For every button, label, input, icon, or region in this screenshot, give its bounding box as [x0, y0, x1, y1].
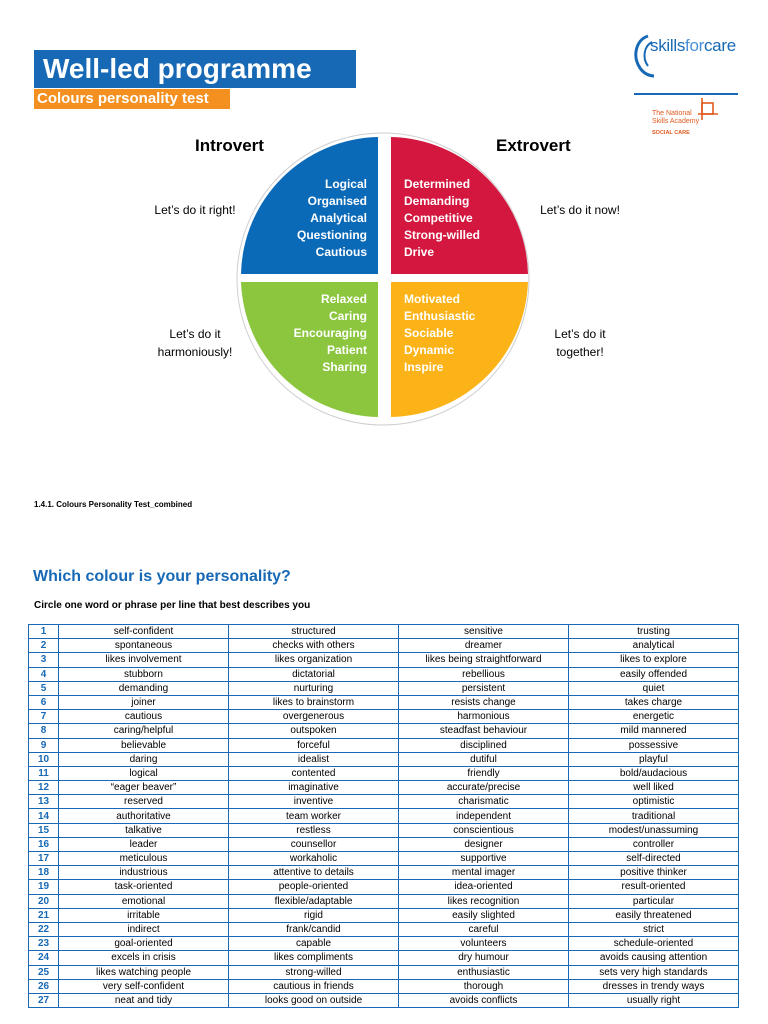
extrovert-heading: Extrovert [496, 136, 571, 155]
word-option[interactable]: likes organization [229, 653, 399, 667]
quadrant-word: Dynamic [404, 343, 455, 357]
word-option[interactable]: likes being straightforward [399, 653, 569, 667]
quadrant-word: Encouraging [293, 326, 367, 340]
word-option[interactable]: accurate/precise [399, 781, 569, 795]
word-option[interactable]: independent [399, 809, 569, 823]
word-option[interactable]: possessive [569, 738, 739, 752]
table-row [29, 795, 739, 809]
word-option[interactable]: nurturing [229, 681, 399, 695]
table-row [29, 667, 739, 681]
word-option[interactable]: irritable [59, 908, 229, 922]
word-option[interactable]: joiner [59, 695, 229, 709]
row-number: 6 [29, 695, 59, 709]
word-option[interactable]: inventive [229, 795, 399, 809]
word-option[interactable]: enthusiastic [399, 965, 569, 979]
logo-divider [634, 93, 738, 95]
word-option[interactable]: cautious in friends [229, 979, 399, 993]
page-subtitle: Colours personality test [34, 89, 230, 109]
row-number: 11 [29, 766, 59, 780]
row-number: 12 [29, 781, 59, 795]
row-number: 7 [29, 710, 59, 724]
word-option[interactable]: people-oriented [229, 880, 399, 894]
table-row [29, 951, 739, 965]
word-option[interactable]: disciplined [399, 738, 569, 752]
word-option[interactable]: controller [569, 837, 739, 851]
word-option[interactable]: thorough [399, 979, 569, 993]
word-option[interactable]: very self-confident [59, 979, 229, 993]
row-number: 15 [29, 823, 59, 837]
word-option[interactable]: supportive [399, 852, 569, 866]
word-option[interactable]: playful [569, 752, 739, 766]
quadrant-word: Cautious [315, 245, 367, 259]
word-option[interactable]: attentive to details [229, 866, 399, 880]
word-option[interactable]: team worker [229, 809, 399, 823]
word-option[interactable]: strict [569, 922, 739, 936]
row-number: 5 [29, 681, 59, 695]
word-option[interactable]: frank/candid [229, 922, 399, 936]
academy-subtitle: SOCIAL CARE [652, 130, 690, 136]
introvert-heading: Introvert [195, 136, 264, 155]
table-row [29, 766, 739, 780]
table-row [29, 979, 739, 993]
table-row [29, 724, 739, 738]
word-option[interactable]: meticulous [59, 852, 229, 866]
word-option[interactable]: modest/unassuming [569, 823, 739, 837]
word-option[interactable]: persistent [399, 681, 569, 695]
skills-for-care-wordmark: skillsforcare [650, 36, 736, 55]
word-option[interactable]: likes recognition [399, 894, 569, 908]
quadrant-word: Patient [326, 343, 367, 357]
word-option[interactable]: mild mannered [569, 724, 739, 738]
word-option[interactable]: contented [229, 766, 399, 780]
word-option[interactable]: believable [59, 738, 229, 752]
blue-quadrant-words [267, 176, 367, 261]
table-row [29, 837, 739, 851]
word-option[interactable]: counsellor [229, 837, 399, 851]
row-number: 4 [29, 667, 59, 681]
word-option[interactable]: checks with others [229, 639, 399, 653]
table-row [29, 894, 739, 908]
page-title: Well-led programme [34, 50, 356, 88]
quadrant-word: Drive [404, 245, 435, 259]
table-row [29, 823, 739, 837]
table-row [29, 625, 739, 639]
word-option[interactable]: volunteers [399, 937, 569, 951]
word-option[interactable]: indirect [59, 922, 229, 936]
word-option[interactable]: stubborn [59, 667, 229, 681]
table-row [29, 653, 739, 667]
word-option[interactable]: daring [59, 752, 229, 766]
word-option[interactable]: steadfast behaviour [399, 724, 569, 738]
word-option[interactable]: self-confident [59, 625, 229, 639]
row-number: 17 [29, 852, 59, 866]
word-option[interactable]: easily slighted [399, 908, 569, 922]
row-number: 13 [29, 795, 59, 809]
word-option[interactable]: mental imager [399, 866, 569, 880]
word-option[interactable]: self-directed [569, 852, 739, 866]
word-option[interactable]: dutiful [399, 752, 569, 766]
word-option[interactable]: avoids causing attention [569, 951, 739, 965]
quadrant-word: Organised [307, 194, 367, 208]
word-option[interactable]: forceful [229, 738, 399, 752]
word-option[interactable]: cautious [59, 710, 229, 724]
word-option[interactable]: flexible/adaptable [229, 894, 399, 908]
table-row [29, 639, 739, 653]
row-number: 2 [29, 639, 59, 653]
word-option[interactable]: easily offended [569, 667, 739, 681]
quadrant-word: Strong-willed [404, 228, 480, 242]
word-option[interactable]: caring/helpful [59, 724, 229, 738]
word-option[interactable]: authoritative [59, 809, 229, 823]
quadrant-word: Demanding [404, 194, 470, 208]
row-number: 8 [29, 724, 59, 738]
table-row [29, 738, 739, 752]
row-number: 23 [29, 937, 59, 951]
word-option[interactable]: optimistic [569, 795, 739, 809]
word-option[interactable]: idealist [229, 752, 399, 766]
row-number: 20 [29, 894, 59, 908]
yellow-quadrant-words [404, 291, 514, 376]
word-option[interactable]: particular [569, 894, 739, 908]
row-number: 14 [29, 809, 59, 823]
row-number: 19 [29, 880, 59, 894]
table-row [29, 710, 739, 724]
document-footnote: 1.4.1. Colours Personality Test_combined [34, 500, 193, 509]
quadrant-word: Questioning [297, 228, 367, 242]
word-option[interactable]: structured [229, 625, 399, 639]
quadrant-word: Enthusiastic [404, 309, 476, 323]
table-row [29, 852, 739, 866]
section-heading: Which colour is your personality? [33, 568, 291, 585]
table-row [29, 880, 739, 894]
word-option[interactable]: restless [229, 823, 399, 837]
quadrant-word: Competitive [404, 211, 473, 225]
word-option[interactable]: likes compliments [229, 951, 399, 965]
table-row [29, 937, 739, 951]
table-row [29, 965, 739, 979]
word-option[interactable]: positive thinker [569, 866, 739, 880]
word-option[interactable]: usually right [569, 993, 739, 1007]
row-number: 10 [29, 752, 59, 766]
word-option[interactable]: capable [229, 937, 399, 951]
green-quadrant-words [267, 291, 367, 376]
row-number: 1 [29, 625, 59, 639]
table-row [29, 681, 739, 695]
row-number: 3 [29, 653, 59, 667]
word-option[interactable]: conscientious [399, 823, 569, 837]
word-option[interactable]: likes to brainstorm [229, 695, 399, 709]
green-tagline: Let’s do it harmoniously! [157, 327, 233, 359]
table-row [29, 993, 739, 1007]
yellow-tagline: Let’s do it together! [554, 327, 606, 359]
blue-tagline: Let’s do it right! [154, 203, 236, 217]
row-number: 27 [29, 993, 59, 1007]
word-option[interactable]: likes to explore [569, 653, 739, 667]
table-row [29, 866, 739, 880]
word-option[interactable]: likes involvement [59, 653, 229, 667]
word-option[interactable]: easily threatened [569, 908, 739, 922]
academy-wordmark: The National Skills Academy [652, 110, 700, 125]
word-option[interactable]: quiet [569, 681, 739, 695]
row-number: 9 [29, 738, 59, 752]
word-option[interactable]: resists change [399, 695, 569, 709]
table-row [29, 922, 739, 936]
word-option[interactable]: result-oriented [569, 880, 739, 894]
word-option[interactable]: energetic [569, 710, 739, 724]
row-number: 25 [29, 965, 59, 979]
quadrant-word: Determined [404, 177, 471, 191]
word-option[interactable]: dictatorial [229, 667, 399, 681]
row-number: 18 [29, 866, 59, 880]
word-option[interactable]: designer [399, 837, 569, 851]
word-option[interactable]: charismatic [399, 795, 569, 809]
word-option[interactable]: goal-oriented [59, 937, 229, 951]
word-option[interactable]: traditional [569, 809, 739, 823]
word-option[interactable]: schedule-oriented [569, 937, 739, 951]
red-tagline: Let’s do it now! [540, 203, 620, 217]
row-number: 16 [29, 837, 59, 851]
personality-word-table [28, 624, 739, 1008]
word-option[interactable]: sets very high standards [569, 965, 739, 979]
word-option[interactable]: avoids conflicts [399, 993, 569, 1007]
quadrant-word: Relaxed [320, 292, 367, 306]
word-option[interactable]: overgenerous [229, 710, 399, 724]
word-option[interactable]: outspoken [229, 724, 399, 738]
word-option[interactable]: idea-oriented [399, 880, 569, 894]
word-option[interactable]: sensitive [399, 625, 569, 639]
table-row [29, 809, 739, 823]
table-row [29, 781, 739, 795]
word-option[interactable]: takes charge [569, 695, 739, 709]
quadrant-word: Inspire [404, 360, 444, 374]
word-option[interactable]: excels in crisis [59, 951, 229, 965]
word-option[interactable]: well liked [569, 781, 739, 795]
word-option[interactable]: likes watching people [59, 965, 229, 979]
word-option[interactable]: bold/audacious [569, 766, 739, 780]
word-option[interactable]: logical [59, 766, 229, 780]
quadrant-word: Caring [328, 309, 367, 323]
word-option[interactable]: friendly [399, 766, 569, 780]
word-option[interactable]: rigid [229, 908, 399, 922]
quadrant-word: Sociable [404, 326, 454, 340]
quadrant-word: Motivated [404, 292, 461, 306]
word-option[interactable]: emotional [59, 894, 229, 908]
word-option[interactable]: task-oriented [59, 880, 229, 894]
table-row [29, 752, 739, 766]
quadrant-word: Sharing [322, 360, 367, 374]
table-row [29, 695, 739, 709]
word-option[interactable]: rebellious [399, 667, 569, 681]
word-option[interactable]: demanding [59, 681, 229, 695]
word-option[interactable]: industrious [59, 866, 229, 880]
row-number: 26 [29, 979, 59, 993]
academy-logo-icon [698, 98, 718, 120]
word-option[interactable]: spontaneous [59, 639, 229, 653]
row-number: 21 [29, 908, 59, 922]
word-option[interactable]: dry humour [399, 951, 569, 965]
quadrant-word: Logical [324, 177, 367, 191]
red-quadrant-words [404, 176, 514, 261]
row-number: 24 [29, 951, 59, 965]
word-option[interactable]: talkative [59, 823, 229, 837]
word-option[interactable]: workaholic [229, 852, 399, 866]
table-row [29, 908, 739, 922]
instruction-text: Circle one word or phrase per line that best describes you [34, 600, 311, 611]
word-option[interactable]: neat and tidy [59, 993, 229, 1007]
word-option[interactable]: leader [59, 837, 229, 851]
word-option[interactable]: harmonious [399, 710, 569, 724]
word-option[interactable]: trusting [569, 625, 739, 639]
row-number: 22 [29, 922, 59, 936]
word-option[interactable]: imaginative [229, 781, 399, 795]
word-option[interactable]: dresses in trendy ways [569, 979, 739, 993]
word-option[interactable]: strong-willed [229, 965, 399, 979]
word-option[interactable]: dreamer [399, 639, 569, 653]
word-option[interactable]: analytical [569, 639, 739, 653]
word-option[interactable]: careful [399, 922, 569, 936]
word-option[interactable]: reserved [59, 795, 229, 809]
quadrant-word: Analytical [310, 211, 367, 225]
word-option[interactable]: “eager beaver” [59, 781, 229, 795]
word-option[interactable]: looks good on outside [229, 993, 399, 1007]
